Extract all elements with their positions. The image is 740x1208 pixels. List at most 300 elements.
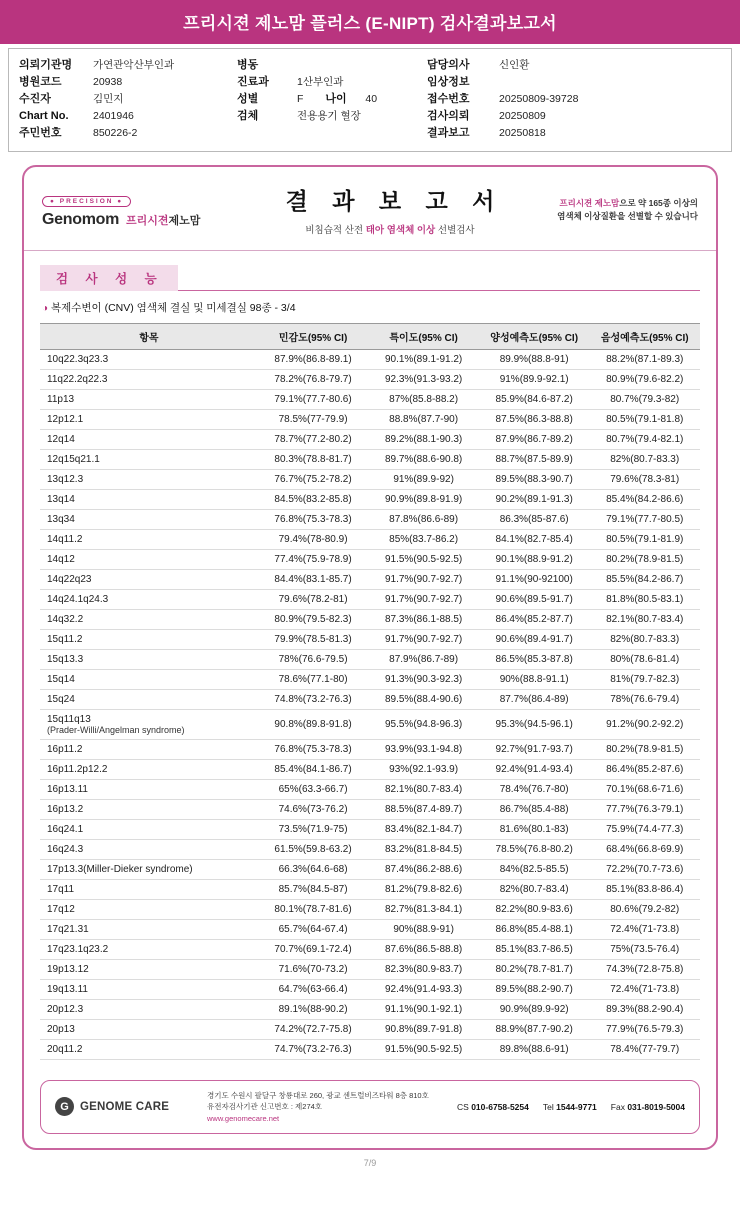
report-note-line2: 염색체 이상질환을 선별할 수 있습니다 [557, 210, 698, 221]
table-row [40, 710, 700, 740]
cell-item: 20p12.3 [40, 1000, 258, 1020]
table-row [40, 670, 700, 690]
report-subtitle-post: 선별검사 [435, 225, 475, 236]
cell-ppv: 86.8%(85.4-88.1) [479, 920, 590, 940]
cell-npv: 80.6%(79.2-82) [589, 900, 700, 920]
cell-npv: 68.4%(66.8-69.9) [589, 840, 700, 860]
cell-item: 13q14 [40, 490, 258, 510]
info-row-chart-no [19, 108, 237, 125]
cell-ppv: 81.6%(80.1-83) [479, 820, 590, 840]
cell-ppv: 87.9%(86.7-89.2) [479, 430, 590, 450]
cell-sensitivity: 71.6%(70-73.2) [258, 960, 369, 980]
cell-specificity: 93.9%(93.1-94.8) [368, 740, 479, 760]
cell-sensitivity: 79.9%(78.5-81.3) [258, 630, 369, 650]
info-label-institution: 의뢰기관명 [19, 59, 73, 71]
cell-ppv: 87.7%(86.4-89) [479, 690, 590, 710]
cell-item: 13q12.3 [40, 470, 258, 490]
table-row [40, 510, 700, 530]
cell-item: 15q11q13 (Prader-Willi/Angelman syndrome) [40, 710, 258, 740]
cell-specificity: 93%(92.1-93.9) [368, 760, 479, 780]
cell-item: 16p11.2p12.2 [40, 760, 258, 780]
table-row [40, 390, 700, 410]
cell-specificity: 82.7%(81.3-84.1) [368, 900, 479, 920]
cell-sensitivity: 78.2%(76.8-79.7) [258, 370, 369, 390]
cell-sensitivity: 85.7%(84.5-87) [258, 880, 369, 900]
cell-npv: 77.7%(76.3-79.1) [589, 800, 700, 820]
cell-sensitivity: 76.8%(75.3-78.3) [258, 510, 369, 530]
report-frame [22, 165, 718, 1150]
company-address [207, 1090, 457, 1124]
cell-sensitivity: 64.7%(63-66.4) [258, 980, 369, 1000]
cell-item: 13q34 [40, 510, 258, 530]
report-header [24, 167, 716, 251]
cell-sensitivity: 65%(63.3-66.7) [258, 780, 369, 800]
cell-item: 14q24.1q24.3 [40, 590, 258, 610]
cell-ppv: 91.1%(90-92100) [479, 570, 590, 590]
info-label-accession-no: 접수번호 [427, 93, 470, 105]
cell-sensitivity: 80.1%(78.7-81.6) [258, 900, 369, 920]
logo-circle-icon: G [55, 1097, 74, 1116]
column-header-npv: 음성예측도(95% CI) [589, 324, 700, 350]
table-row [40, 940, 700, 960]
table-row [40, 370, 700, 390]
table-row [40, 920, 700, 940]
cell-npv: 80%(78.6-81.4) [589, 650, 700, 670]
cell-ppv: 90.6%(89.4-91.7) [479, 630, 590, 650]
cell-specificity: 87%(85.8-88.2) [368, 390, 479, 410]
table-row [40, 610, 700, 630]
cell-sensitivity: 79.6%(78.2-81) [258, 590, 369, 610]
cell-ppv: 89.9%(88.8-91) [479, 350, 590, 370]
cell-item: 16q24.3 [40, 840, 258, 860]
cell-specificity: 81.2%(79.8-82.6) [368, 880, 479, 900]
info-row-hospital-code [19, 74, 237, 91]
patient-info-column-1 [19, 57, 237, 142]
cell-specificity: 87.9%(86.7-89) [368, 650, 479, 670]
cell-specificity: 91.5%(90.5-92.5) [368, 550, 479, 570]
info-row-report-date [427, 125, 721, 142]
info-value-registration-no: 850226-2 [93, 127, 138, 139]
cell-sensitivity: 90.8%(89.8-91.8) [258, 710, 369, 740]
page-number: 7/9 [363, 1157, 377, 1168]
cell-ppv: 88.9%(87.7-90.2) [479, 1020, 590, 1040]
info-row-doctor [427, 57, 721, 74]
info-row-request-date [427, 108, 721, 125]
info-row-department [237, 74, 427, 91]
info-value-report-date: 20250818 [499, 127, 546, 139]
cell-specificity: 92.4%(91.4-93.3) [368, 980, 479, 1000]
brand-name-en: Genomom [42, 211, 120, 228]
cell-item: 16q24.1 [40, 820, 258, 840]
cell-sensitivity: 78.6%(77.1-80) [258, 670, 369, 690]
address-line-1: 경기도 수원시 팔달구 창룡대로 260, 광교 센트럴비즈타워 8층 810호 [207, 1091, 429, 1100]
page-title: 프리시젼 제노맘 플러스 (E-NIPT) 검사결과보고서 [0, 0, 740, 44]
column-header-item: 항목 [40, 324, 258, 350]
table-row [40, 800, 700, 820]
table-row [40, 410, 700, 430]
info-value-age: 40 [365, 93, 378, 105]
column-header-sensitivity: 민감도(95% CI) [258, 324, 369, 350]
info-label-patient-name: 수진자 [19, 93, 51, 105]
cell-npv: 82%(80.7-83.3) [589, 630, 700, 650]
cell-npv: 81.8%(80.5-83.1) [589, 590, 700, 610]
cell-specificity: 87.4%(86.2-88.6) [368, 860, 479, 880]
cell-npv: 72.4%(71-73.8) [589, 980, 700, 1000]
cell-sensitivity: 89.1%(88-90.2) [258, 1000, 369, 1020]
column-header-ppv: 양성예측도(95% CI) [479, 324, 590, 350]
cell-specificity: 88.5%(87.4-89.7) [368, 800, 479, 820]
table-row [40, 590, 700, 610]
cell-npv: 75%(73.5-76.4) [589, 940, 700, 960]
report-subtitle-highlight: 태아 염색체 이상 [365, 225, 436, 236]
info-value-hospital-code: 20938 [93, 76, 123, 88]
table-row [40, 880, 700, 900]
cell-ppv: 87.5%(86.3-88.8) [479, 410, 590, 430]
cell-item: 20p13 [40, 1020, 258, 1040]
cell-ppv: 90.2%(89.1-91.3) [479, 490, 590, 510]
cell-ppv: 85.1%(83.7-86.5) [479, 940, 590, 960]
cell-specificity: 91.5%(90.5-92.5) [368, 1040, 479, 1060]
section-header [40, 265, 700, 291]
info-value-patient-name: 김민지 [93, 93, 124, 105]
cell-npv: 80.5%(79.1-81.8) [589, 410, 700, 430]
table-row [40, 840, 700, 860]
cell-item: 14q11.2 [40, 530, 258, 550]
cell-specificity: 90.8%(89.7-91.8) [368, 1020, 479, 1040]
cell-ppv: 84%(82.5-85.5) [479, 860, 590, 880]
cell-npv: 78%(76.6-79.4) [589, 690, 700, 710]
cell-specificity: 91%(89.9-92) [368, 470, 479, 490]
cell-npv: 74.3%(72.8-75.8) [589, 960, 700, 980]
cell-npv: 78.4%(77-79.7) [589, 1040, 700, 1060]
cell-item: 12q15q21.1 [40, 450, 258, 470]
cell-specificity: 83.2%(81.8-84.5) [368, 840, 479, 860]
table-row [40, 980, 700, 1000]
table-row [40, 690, 700, 710]
brand-name-kr [126, 212, 200, 228]
info-value-specimen: 전용용기 혈장 [297, 110, 361, 122]
cell-npv: 88.2%(87.1-89.3) [589, 350, 700, 370]
cell-item: 19q13.11 [40, 980, 258, 1000]
cell-item: 10q22.3q23.3 [40, 350, 258, 370]
cell-item: 12q14 [40, 430, 258, 450]
cell-specificity: 88.8%(87.7-90) [368, 410, 479, 430]
table-row [40, 550, 700, 570]
cell-item-subtext: (Prader-Willi/Angelman syndrome) [47, 725, 185, 735]
cell-item: 15q14 [40, 670, 258, 690]
info-row-clinical-info [427, 74, 721, 91]
contact-tel-label: Tel [542, 1101, 554, 1112]
contact-cs [457, 1102, 529, 1112]
info-row-registration-no [19, 125, 237, 142]
info-row-specimen [237, 108, 427, 125]
table-row [40, 630, 700, 650]
cell-specificity: 82.1%(80.7-83.4) [368, 780, 479, 800]
company-website-link[interactable]: www.genomecare.net [207, 1113, 280, 1123]
patient-info-box [8, 48, 732, 152]
contact-fax-label: Fax [610, 1101, 625, 1112]
precision-badge: ● PRECISION ● [42, 196, 131, 207]
cell-npv: 82.1%(80.7-83.4) [589, 610, 700, 630]
info-label-sex: 성별 [237, 93, 259, 105]
cell-npv: 75.9%(74.4-77.3) [589, 820, 700, 840]
contact-fax [611, 1102, 685, 1112]
contact-tel-value: 1544-9771 [556, 1101, 597, 1112]
table-row [40, 470, 700, 490]
cell-npv: 70.1%(68.6-71.6) [589, 780, 700, 800]
cell-specificity: 89.2%(88.1-90.3) [368, 430, 479, 450]
cell-item: 15q24 [40, 690, 258, 710]
cell-specificity: 82.3%(80.9-83.7) [368, 960, 479, 980]
cell-specificity: 91.7%(90.7-92.7) [368, 630, 479, 650]
cell-sensitivity: 77.4%(75.9-78.9) [258, 550, 369, 570]
cell-sensitivity: 85.4%(84.1-86.7) [258, 760, 369, 780]
cell-npv: 72.4%(71-73.8) [589, 920, 700, 940]
cell-item: 17q21.31 [40, 920, 258, 940]
cell-npv: 86.4%(85.2-87.6) [589, 760, 700, 780]
cell-item: 11p13 [40, 390, 258, 410]
cell-sensitivity: 87.9%(86.8-89.1) [258, 350, 369, 370]
info-row-ward [237, 57, 427, 74]
cell-npv: 80.2%(78.9-81.5) [589, 740, 700, 760]
cell-item: 20q11.2 [40, 1040, 258, 1060]
cell-ppv: 89.5%(88.3-90.7) [479, 470, 590, 490]
cell-ppv: 86.4%(85.2-87.7) [479, 610, 590, 630]
cell-ppv: 78.5%(76.8-80.2) [479, 840, 590, 860]
cell-npv: 80.9%(79.6-82.2) [589, 370, 700, 390]
info-row-institution [19, 57, 237, 74]
brand-name [42, 211, 257, 229]
bullet-icon: ◑ [42, 303, 49, 314]
info-value-department: 1산부인과 [297, 76, 344, 88]
cell-ppv: 86.3%(85-87.6) [479, 510, 590, 530]
cell-sensitivity: 74.8%(73.2-76.3) [258, 690, 369, 710]
table-row [40, 960, 700, 980]
table-row [40, 570, 700, 590]
cell-item: 12p12.1 [40, 410, 258, 430]
brand-name-kr-precision: 프리시젼 [126, 215, 169, 227]
address-line-2: 유전자검사기관 신고번호 : 제274호 [207, 1102, 323, 1112]
cell-ppv: 80.2%(78.7-81.7) [479, 960, 590, 980]
cell-npv: 79.1%(77.7-80.5) [589, 510, 700, 530]
cell-specificity: 90.9%(89.8-91.9) [368, 490, 479, 510]
cell-npv: 77.9%(76.5-79.3) [589, 1020, 700, 1040]
cell-specificity: 87.8%(86.6-89) [368, 510, 479, 530]
info-label-request-date: 검사의뢰 [427, 110, 470, 122]
patient-info-column-2 [237, 57, 427, 142]
cell-npv: 80.7%(79.3-82) [589, 390, 700, 410]
cell-item: 14q32.2 [40, 610, 258, 630]
section-subtitle [42, 300, 700, 315]
cell-sensitivity: 74.7%(73.2-76.3) [258, 1040, 369, 1060]
patient-info-column-3 [427, 57, 721, 142]
cell-ppv: 86.5%(85.3-87.8) [479, 650, 590, 670]
info-label-registration-no: 주민번호 [19, 127, 62, 139]
info-value-request-date: 20250809 [499, 110, 546, 122]
cell-item: 16p13.11 [40, 780, 258, 800]
cell-ppv: 90.1%(88.9-91.2) [479, 550, 590, 570]
section-title: 검 사 성 능 [40, 265, 178, 291]
table-row [40, 740, 700, 760]
report-title: 결 과 보 고 서 [285, 188, 504, 214]
info-value-doctor: 신인환 [499, 59, 530, 71]
cell-sensitivity: 70.7%(69.1-72.4) [258, 940, 369, 960]
cell-item: 17q12 [40, 900, 258, 920]
cnv-performance-table [40, 323, 700, 1060]
cell-item: 14q22q23 [40, 570, 258, 590]
cell-specificity: 87.6%(86.5-88.8) [368, 940, 479, 960]
cell-ppv: 90.6%(89.5-91.7) [479, 590, 590, 610]
table-row [40, 760, 700, 780]
table-row [40, 820, 700, 840]
cell-specificity: 90.1%(89.1-91.2) [368, 350, 479, 370]
cell-npv: 85.1%(83.8-86.4) [589, 880, 700, 900]
cell-sensitivity: 73.5%(71.9-75) [258, 820, 369, 840]
cell-sensitivity: 84.5%(83.2-85.8) [258, 490, 369, 510]
cell-ppv: 82%(80.7-83.4) [479, 880, 590, 900]
cell-specificity: 87.3%(86.1-88.5) [368, 610, 479, 630]
cell-sensitivity: 74.2%(72.7-75.8) [258, 1020, 369, 1040]
cell-sensitivity: 78%(76.6-79.5) [258, 650, 369, 670]
cell-item: 19p13.12 [40, 960, 258, 980]
cell-specificity: 85%(83.7-86.2) [368, 530, 479, 550]
table-row [40, 860, 700, 880]
cell-ppv: 95.3%(94.5-96.1) [479, 710, 590, 740]
cell-item: 16p13.2 [40, 800, 258, 820]
info-value-accession-no: 20250809-39728 [499, 93, 579, 105]
table-row [40, 430, 700, 450]
info-label-report-date: 결과보고 [427, 127, 470, 139]
cell-ppv: 84.1%(82.7-85.4) [479, 530, 590, 550]
info-label-hospital-code: 병원코드 [19, 76, 62, 88]
cell-ppv: 86.7%(85.4-88) [479, 800, 590, 820]
cell-npv: 79.6%(78.3-81) [589, 470, 700, 490]
cell-npv: 89.3%(88.2-90.4) [589, 1000, 700, 1020]
table-row [40, 490, 700, 510]
info-label-doctor: 담당의사 [427, 59, 470, 71]
test-performance-section [24, 251, 716, 1068]
cell-ppv: 91%(89.9-92.1) [479, 370, 590, 390]
table-row [40, 1040, 700, 1060]
table-row [40, 530, 700, 550]
table-row [40, 780, 700, 800]
report-note [523, 197, 698, 222]
cell-sensitivity: 79.1%(77.7-80.6) [258, 390, 369, 410]
cell-npv: 82%(80.7-83.3) [589, 450, 700, 470]
cell-ppv: 88.7%(87.5-89.9) [479, 450, 590, 470]
report-note-brand: 프리시젼 제노맘 [559, 198, 620, 209]
section-subtitle-text: 복제수변이 (CNV) 염색체 결실 및 미세결실 98종 - 3/4 [50, 302, 296, 314]
contact-tel [543, 1102, 597, 1112]
cell-item: 15q11.2 [40, 630, 258, 650]
cell-ppv: 85.9%(84.6-87.2) [479, 390, 590, 410]
cell-item: 17q11 [40, 880, 258, 900]
cell-ppv: 90.9%(89.9-92) [479, 1000, 590, 1020]
contact-fax-value: 031-8019-5004 [627, 1101, 685, 1112]
info-row-patient-name [19, 91, 237, 108]
cell-sensitivity: 76.7%(75.2-78.2) [258, 470, 369, 490]
cell-specificity: 95.5%(94.8-96.3) [368, 710, 479, 740]
report-note-rest: 으로 약 165종 이상의 [619, 198, 698, 209]
cell-ppv: 92.4%(91.4-93.4) [479, 760, 590, 780]
contact-cs-label: CS [457, 1101, 469, 1112]
info-value-chart-no: 2401946 [93, 110, 134, 122]
cell-npv: 80.7%(79.4-82.1) [589, 430, 700, 450]
info-label-age: 나이 [325, 93, 347, 105]
info-label-clinical-info: 임상정보 [427, 76, 470, 88]
cell-specificity: 89.5%(88.4-90.6) [368, 690, 479, 710]
footer-block [40, 1080, 700, 1134]
contact-block [457, 1102, 685, 1112]
cell-specificity: 83.4%(82.1-84.7) [368, 820, 479, 840]
report-subtitle-pre: 비침습적 산전 [305, 225, 366, 236]
cell-sensitivity: 84.4%(83.1-85.7) [258, 570, 369, 590]
table-row [40, 350, 700, 370]
cell-ppv: 82.2%(80.9-83.6) [479, 900, 590, 920]
cell-sensitivity: 80.9%(79.5-82.3) [258, 610, 369, 630]
cell-sensitivity: 78.7%(77.2-80.2) [258, 430, 369, 450]
cell-npv: 85.4%(84.2-86.6) [589, 490, 700, 510]
info-value-institution: 가연관악산부인과 [93, 59, 175, 71]
table-header-row [40, 324, 700, 350]
cell-specificity: 89.7%(88.6-90.8) [368, 450, 479, 470]
cell-specificity: 91.3%(90.3-92.3) [368, 670, 479, 690]
cell-sensitivity: 66.3%(64.6-68) [258, 860, 369, 880]
genome-care-logo [55, 1097, 207, 1116]
cell-item: 16p11.2 [40, 740, 258, 760]
cell-item: 11q22.2q22.3 [40, 370, 258, 390]
brand-name-kr-genomom: 제노맘 [168, 215, 201, 227]
cell-specificity: 91.7%(90.7-92.7) [368, 590, 479, 610]
info-label-chart-no: Chart No. [19, 110, 69, 122]
cell-specificity: 92.3%(91.3-93.2) [368, 370, 479, 390]
cell-sensitivity: 80.3%(78.8-81.7) [258, 450, 369, 470]
cell-item: 14q12 [40, 550, 258, 570]
cell-sensitivity: 78.5%(77-79.9) [258, 410, 369, 430]
cell-npv: 80.2%(78.9-81.5) [589, 550, 700, 570]
table-row [40, 450, 700, 470]
cell-npv: 72.2%(70.7-73.6) [589, 860, 700, 880]
cell-sensitivity: 76.8%(75.3-78.3) [258, 740, 369, 760]
cell-npv: 85.5%(84.2-86.7) [589, 570, 700, 590]
table-row [40, 1000, 700, 1020]
cell-ppv: 92.7%(91.7-93.7) [479, 740, 590, 760]
cell-specificity: 91.1%(90.1-92.1) [368, 1000, 479, 1020]
cell-npv: 91.2%(90.2-92.2) [589, 710, 700, 740]
info-label-department: 진료과 [237, 76, 269, 88]
cell-npv: 80.5%(79.1-81.9) [589, 530, 700, 550]
brand-block [42, 190, 257, 229]
cell-ppv: 90%(88.8-91.1) [479, 670, 590, 690]
report-note-line1 [523, 197, 698, 209]
cell-item: 17p13.3(Miller-Dieker syndrome) [40, 860, 258, 880]
info-value-sex: F [297, 93, 304, 105]
cell-sensitivity: 65.7%(64-67.4) [258, 920, 369, 940]
table-row [40, 1020, 700, 1040]
column-header-specificity: 특이도(95% CI) [368, 324, 479, 350]
info-row-accession-no [427, 91, 721, 108]
company-name: GENOME CARE [80, 1100, 170, 1113]
info-label-specimen: 검체 [237, 110, 259, 122]
info-row-sex-age [237, 91, 427, 108]
cell-npv: 81%(79.7-82.3) [589, 670, 700, 690]
contact-cs-value: 010-6758-5254 [471, 1101, 529, 1112]
report-title-block [257, 183, 523, 236]
cell-item: 15q13.3 [40, 650, 258, 670]
cell-sensitivity: 79.4%(78-80.9) [258, 530, 369, 550]
report-subtitle [257, 222, 523, 236]
info-label-ward: 병동 [237, 59, 259, 71]
